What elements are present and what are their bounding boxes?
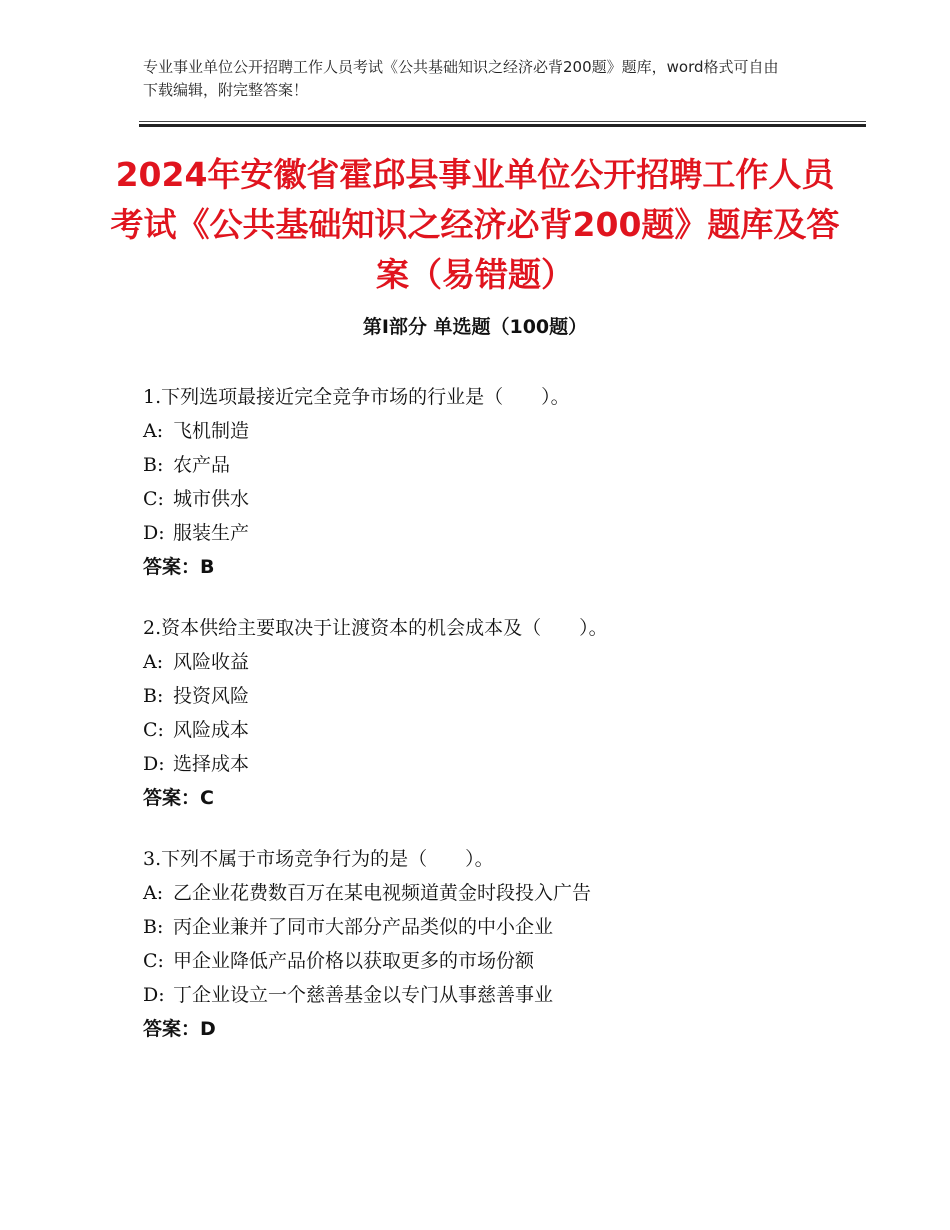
option-b <box>143 910 863 944</box>
option-text: 服装生产 <box>173 522 250 544</box>
option-text: 选择成本 <box>173 753 250 775</box>
option-text: 农产品 <box>173 454 231 476</box>
option-letter: A: <box>143 651 164 673</box>
section-heading: 第Ⅰ部分 单选题（100题） <box>362 316 588 338</box>
option-d <box>143 747 863 781</box>
question-list <box>143 380 863 1073</box>
option-d <box>143 978 863 1012</box>
option-letter: B: <box>143 685 164 707</box>
option-letter: A: <box>143 882 164 904</box>
option-letter: C: <box>143 719 164 741</box>
header-divider-thick <box>139 124 866 127</box>
option-a <box>143 414 863 448</box>
option-text: 风险成本 <box>173 719 250 741</box>
option-a <box>143 645 863 679</box>
question-text: 1.下列选项最接近完全竞争市场的行业是（ ）。 <box>143 386 570 408</box>
option-c <box>143 944 863 978</box>
option-text: 投资风险 <box>173 685 250 707</box>
option-letter: B: <box>143 916 164 938</box>
option-b <box>143 679 863 713</box>
option-letter: D: <box>143 753 165 775</box>
answer-label: 答案：B <box>143 556 215 578</box>
option-c <box>143 713 863 747</box>
option-text: 丁企业设立一个慈善基金以专门从事慈善事业 <box>173 984 554 1006</box>
option-d <box>143 516 863 550</box>
header-note: 专业事业单位公开招聘工作人员考试《公共基础知识之经济必背200题》题库，word格式可自由下载编辑，附完整答案！ <box>143 58 779 99</box>
header-divider-thin <box>139 121 866 122</box>
option-a <box>143 876 863 910</box>
document-title: 2024年安徽省霍邱县事业单位公开招聘工作人员考试《公共基础知识之经济必背200题》题库及答案（易错题） <box>110 155 840 294</box>
question-text: 2.资本供给主要取决于让渡资本的机会成本及（ ）。 <box>143 617 608 639</box>
option-letter: C: <box>143 488 164 510</box>
option-letter: D: <box>143 984 165 1006</box>
option-c <box>143 482 863 516</box>
option-text: 城市供水 <box>173 488 250 510</box>
option-text: 飞机制造 <box>173 420 250 442</box>
option-text: 风险收益 <box>173 651 250 673</box>
answer-label: 答案：C <box>143 787 214 809</box>
option-letter: D: <box>143 522 165 544</box>
option-b <box>143 448 863 482</box>
question-2 <box>143 611 863 815</box>
option-letter: C: <box>143 950 164 972</box>
question-3 <box>143 842 863 1046</box>
option-text: 甲企业降低产品价格以获取更多的市场份额 <box>173 950 535 972</box>
option-text: 丙企业兼并了同市大部分产品类似的中小企业 <box>173 916 554 938</box>
option-text: 乙企业花费数百万在某电视频道黄金时段投入广告 <box>173 882 592 904</box>
answer-label: 答案：D <box>143 1018 216 1040</box>
question-text: 3.下列不属于市场竞争行为的是（ ）。 <box>143 848 494 870</box>
option-letter: B: <box>143 454 164 476</box>
question-1 <box>143 380 863 584</box>
option-letter: A: <box>143 420 164 442</box>
